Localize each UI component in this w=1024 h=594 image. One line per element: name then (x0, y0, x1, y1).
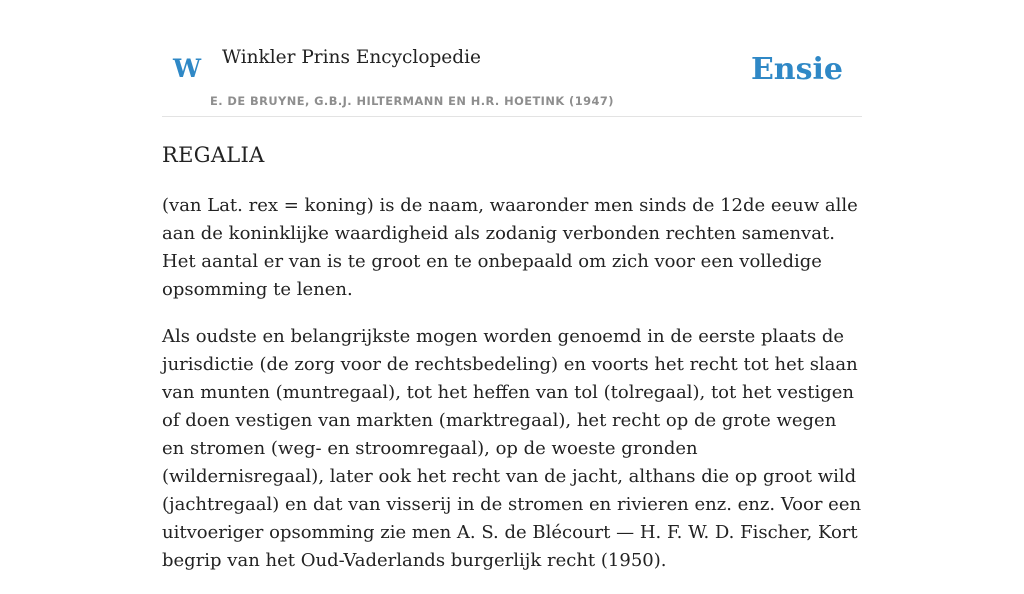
entry-title: REGALIA (162, 143, 265, 167)
source-title[interactable]: Winkler Prins Encyclopedie (222, 47, 481, 68)
ensie-brand-logo[interactable]: Ensie (750, 52, 843, 87)
source-authors: E. DE BRUYNE, G.B.J. HILTERMANN EN H.R. HOETINK (1947) (210, 94, 614, 108)
source-header (162, 0, 862, 117)
entry-paragraph-2: Als oudste en belangrijkste mogen worden genoemd in de eerste plaats de jurisdictie (de zorg voor de rechtsbedeling) en voorts het recht tot het slaan van munten (muntregaal), tot het heffen van tol (tolregaal), tot het vestigen of doen vestigen van markten (marktregaal), het recht op de grote wegen en stromen (weg- en stroomregaal), op de woeste gronden (wildernisregaal), later ook het recht van de jacht, althans die op groot wild (jachtregaal) en dat van visserij in de stromen en rivieren enz. enz. Voor een uitvoeriger opsomming zie men A. S. de Blécourt — H. F. W. D. Fischer, Kort begrip van het Oud-Vaderlands burgerlijk recht (1950). (162, 326, 862, 571)
entry-paragraph-1: (van Lat. rex = koning) is de naam, waaronder men sinds de 12de eeuw alle aan de koninklijke waardigheid als zodanig verbonden rechten samenvat. Het aantal er van is te groot en te onbepaald om zich voor een volledige opsomming te lenen. (162, 195, 858, 300)
entry-body (162, 192, 862, 594)
winkler-prins-logo-icon[interactable]: W (173, 54, 202, 83)
